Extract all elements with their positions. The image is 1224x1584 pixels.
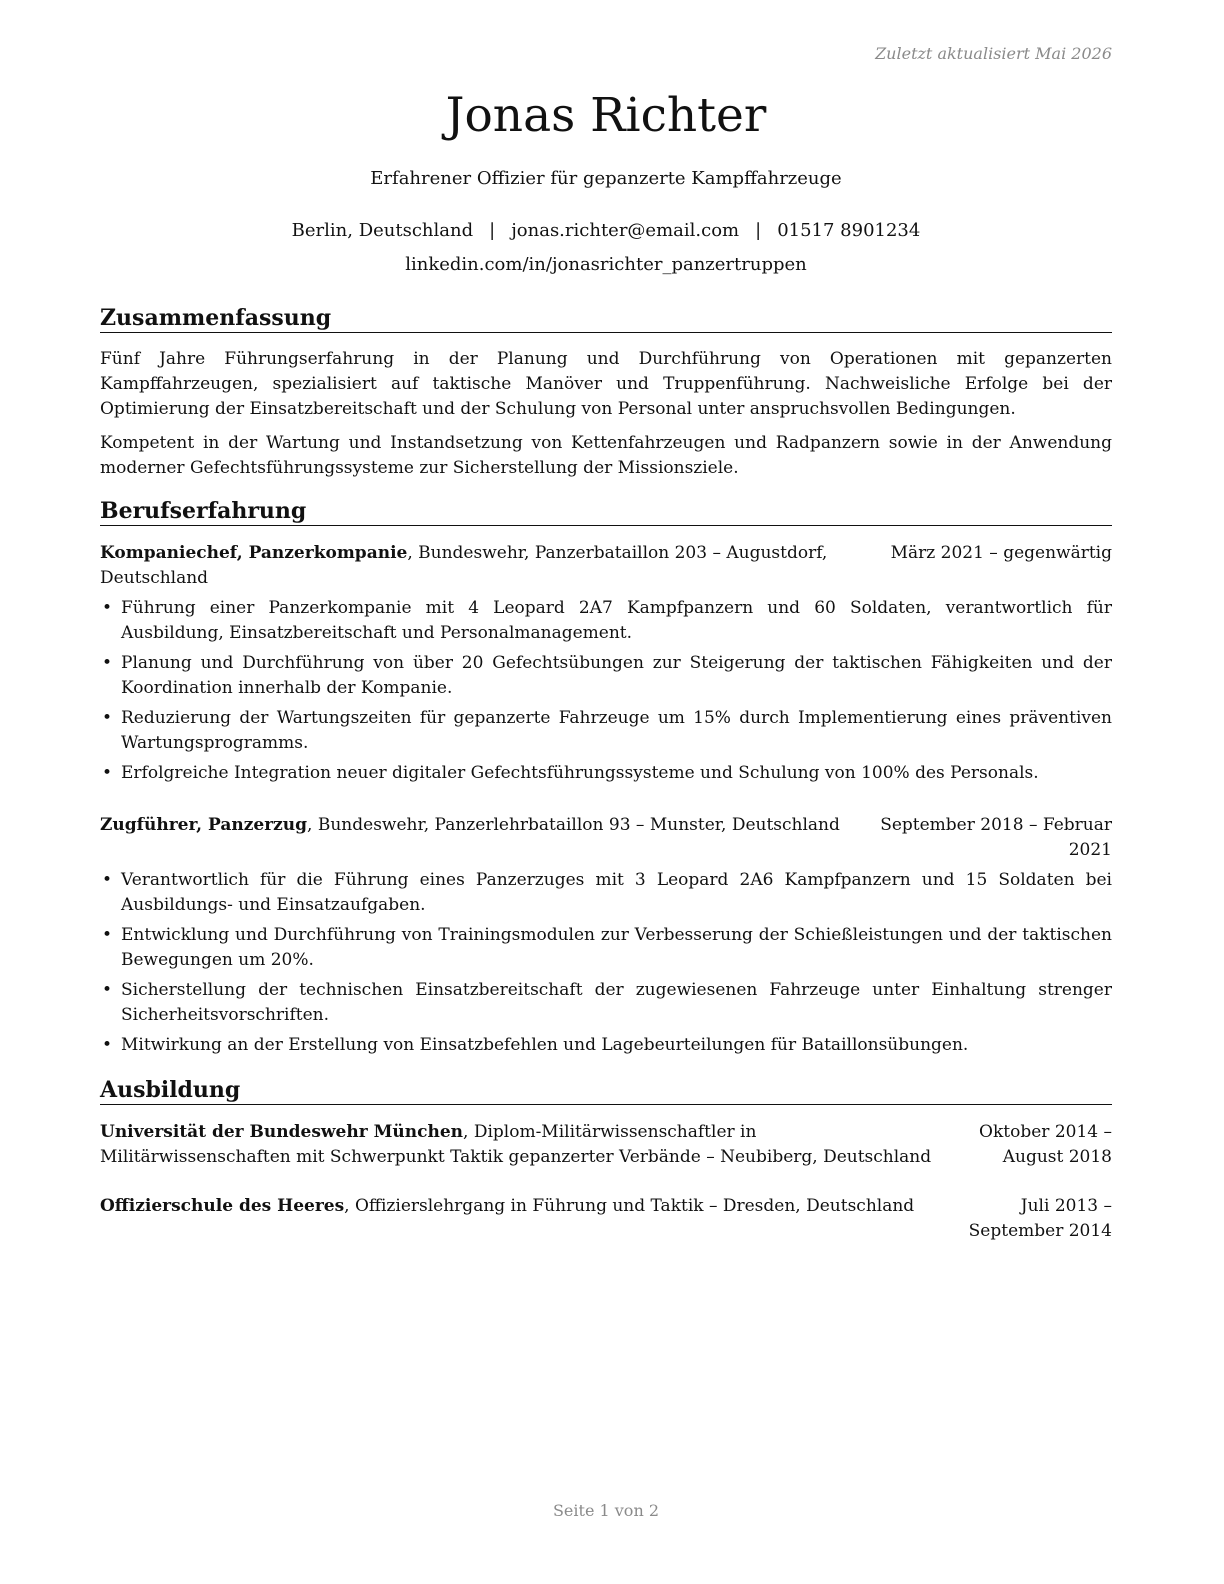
list-item <box>100 978 1112 1028</box>
degree-details: , Diplom-Militärwissenschaftler in Militärwissenschaften mit Schwerpunkt Taktik gepanzerter Verbände – Neubiberg, Deutschland <box>100 1122 932 1167</box>
job-title: Kompaniechef, Panzerkompanie <box>100 543 408 563</box>
section-title-experience: Berufserfahrung <box>100 497 1112 526</box>
last-updated: Zuletzt aktualisiert Mai 2026 <box>875 44 1112 63</box>
bullet-icon: • <box>102 1035 113 1055</box>
job-details: , Bundeswehr, Panzerbataillon 203 – Augustdorf, Deutschland <box>100 543 828 588</box>
bullet-icon: • <box>102 870 113 890</box>
list-item <box>100 761 1112 786</box>
job-details: , Bundeswehr, Panzerlehrbataillon 93 – Munster, Deutschland <box>307 815 840 835</box>
list-item <box>100 596 1112 646</box>
job-bullet-list <box>100 868 1112 1063</box>
list-item <box>100 1033 1112 1058</box>
email-link[interactable]: jonas.richter@email.com <box>511 220 740 241</box>
bullet-text: Verantwortlich für die Führung eines Panzerzuges mit 3 Leopard 2A6 Kampfpanzern und 15 Soldaten bei Ausbildungs- und Einsatzaufgaben. <box>121 870 1112 915</box>
separator: | <box>489 220 496 241</box>
degree-details: , Offizierslehrgang in Führung und Taktik – Dresden, Deutschland <box>344 1196 915 1216</box>
section-title-education: Ausbildung <box>100 1076 1112 1105</box>
phone: 01517 8901234 <box>777 220 921 241</box>
bullet-text: Führung einer Panzerkompanie mit 4 Leopard 2A7 Kampfpanzern und 60 Soldaten, verantwortlich für Ausbildung, Einsatzbereitschaft und Personalmanagement. <box>121 598 1112 643</box>
contact-line <box>100 218 1112 244</box>
summary-paragraph: Fünf Jahre Führungserfahrung in der Planung und Durchführung von Operationen mit gepanzerten Kampffahrzeugen, spezialisiert auf taktische Manöver und Truppenführung. Nachweisliche Erfolge bei der Optimierung der Einsatzbereitschaft und der Schulung von Personal unter anspruchsvollen Bedingungen. <box>100 349 1112 419</box>
bullet-text: Reduzierung der Wartungszeiten für gepanzerte Fahrzeuge um 15% durch Implementierung eines präventiven Wartungsprogramms. <box>121 708 1112 753</box>
bullet-text: Sicherstellung der technischen Einsatzbereitschaft der zugewiesenen Fahrzeuge unter Einhaltung strenger Sicherheitsvorschriften. <box>121 980 1112 1025</box>
job-bullet-list <box>100 596 1112 791</box>
page-number: Seite 1 von 2 <box>552 1501 660 1520</box>
bullet-icon: • <box>102 763 113 783</box>
location: Berlin, Deutschland <box>291 220 474 241</box>
education-text <box>100 1194 950 1244</box>
education-text <box>100 1120 950 1170</box>
linkedin-link[interactable]: linkedin.com/in/jonasrichter_panzertruppen <box>405 254 807 275</box>
list-item <box>100 923 1112 973</box>
institution-name: Offizierschule des Heeres <box>100 1196 345 1216</box>
section-title-summary: Zusammenfassung <box>100 304 1112 333</box>
education-date: Juli 2013 – September 2014 <box>968 1196 1112 1241</box>
job-header <box>100 813 1112 863</box>
bullet-icon: • <box>102 653 113 673</box>
education-entry <box>100 1120 1112 1170</box>
bullet-text: Mitwirkung an der Erstellung von Einsatzbefehlen und Lagebeurteilungen für Bataillonsübungen. <box>121 1035 969 1055</box>
job-header <box>100 541 1112 591</box>
resume-page <box>100 0 1112 1584</box>
list-item <box>100 868 1112 918</box>
list-item <box>100 651 1112 701</box>
candidate-subtitle: Erfahrener Offizier für gepanzerte Kampffahrzeuge <box>370 168 842 189</box>
bullet-icon: • <box>102 980 113 1000</box>
candidate-name: Jonas Richter <box>445 88 767 143</box>
job-date: März 2021 – gegenwärtig <box>890 543 1112 563</box>
job-date: September 2018 – Februar 2021 <box>880 815 1112 860</box>
bullet-icon: • <box>102 598 113 618</box>
bullet-text: Erfolgreiche Integration neuer digitaler Gefechtsführungssysteme und Schulung von 100% des Personals. <box>121 763 1039 783</box>
bullet-text: Planung und Durchführung von über 20 Gefechtsübungen zur Steigerung der taktischen Fähigkeiten und der Koordination innerhalb der Kompanie. <box>121 653 1112 698</box>
education-entry <box>100 1194 1112 1244</box>
summary-paragraph: Kompetent in der Wartung und Instandsetzung von Kettenfahrzeugen und Radpanzern sowie in der Anwendung moderner Gefechtsführungssysteme zur Sicherstellung der Missionsziele. <box>100 433 1112 478</box>
separator: | <box>755 220 762 241</box>
institution-name: Universität der Bundeswehr München <box>100 1122 464 1142</box>
bullet-icon: • <box>102 708 113 728</box>
list-item <box>100 706 1112 756</box>
job-title: Zugführer, Panzerzug <box>100 815 308 835</box>
education-date: Oktober 2014 – August 2018 <box>979 1122 1112 1167</box>
bullet-text: Entwicklung und Durchführung von Trainingsmodulen zur Verbesserung der Schießleistungen und der taktischen Bewegungen um 20%. <box>121 925 1112 970</box>
bullet-icon: • <box>102 925 113 945</box>
